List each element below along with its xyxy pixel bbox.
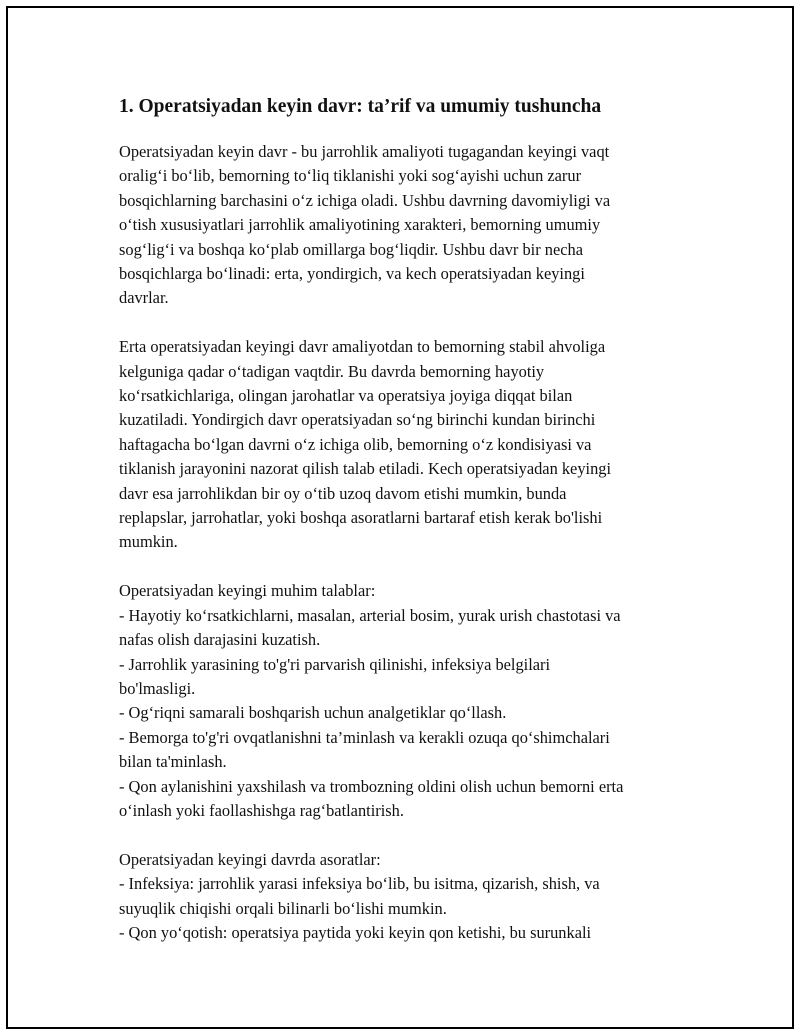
text-line: Operatsiyadan keyingi muhim talablar:	[119, 581, 376, 601]
text-line: kelguniga qadar o‘tadigan vaqtdir. Bu davrda bemorning hayotiy	[119, 361, 545, 381]
text-line: oralig‘i bo‘lib, bemorning to‘liq tiklanishi yoki sog‘ayishi uchun zarur	[119, 166, 582, 186]
text-line: kuzatiladi. Yondirgich davr operatsiyadan so‘ng birinchi kundan birinchi	[119, 410, 596, 430]
text-line: ko‘rsatkichlariga, olingan jarohatlar va operatsiya joyiga diqqat bilan	[119, 386, 573, 406]
paragraph-container	[119, 140, 699, 945]
text-line: - Bemorga to'g'ri ovqatlanishni ta’minlash va kerakli ozuqa qo‘shimchalari	[119, 727, 610, 747]
text-line: Operatsiyadan keyin davr - bu jarrohlik amaliyoti tugagandan keyingi vaqt	[119, 142, 610, 161]
text-line: - Qon yo‘qotish: operatsiya paytida yoki keyin qon ketishi, bu surunkali	[119, 922, 592, 942]
text-line: o‘tish xususiyatlari jarrohlik amaliyotining xarakteri, bemorning umumiy	[119, 215, 601, 235]
text-line: - Infeksiya: jarrohlik yarasi infeksiya bo‘lib, bu isitma, qizarish, shish, va	[119, 874, 600, 894]
text-line: mumkin.	[119, 532, 178, 552]
paragraph	[119, 140, 699, 311]
text-line: davrlar.	[119, 288, 169, 308]
text-line: bosqichlarning barchasini o‘z ichiga oladi. Ushbu davrning davomiyligi va	[119, 190, 611, 210]
text-line: bilan ta'minlash.	[119, 752, 227, 772]
text-line: haftagacha bo‘lgan davrni o‘z ichiga olib, bemorning o‘z kondisiyasi va	[119, 434, 592, 454]
text-line: sog‘lig‘i va boshqa ko‘plab omillarga bog‘liqdir. Ushbu davr bir necha	[119, 239, 584, 259]
document-content	[119, 94, 699, 970]
text-line: o‘inlash yoki faollashishga rag‘batlantirish.	[119, 800, 404, 820]
text-line: Operatsiyadan keyingi davrda asoratlar:	[119, 849, 381, 869]
section-heading: 1. Operatsiyadan keyin davr: ta’rif va umumiy tushuncha	[119, 96, 602, 117]
text-line: Erta operatsiyadan keyingi davr amaliyotdan to bemorning stabil ahvoliga	[119, 337, 606, 357]
text-line: suyuqlik chiqishi orqali bilinarli bo‘lishi mumkin.	[119, 898, 447, 918]
paragraph	[119, 579, 699, 823]
text-line: - Jarrohlik yarasining to'g'ri parvarish qilinishi, infeksiya belgilari	[119, 654, 551, 674]
text-line: - Qon aylanishini yaxshilash va trombozning oldini olish uchun bemorni erta	[119, 776, 624, 796]
paragraph	[119, 335, 699, 555]
text-line: bosqichlarga bo‘linadi: erta, yondirgich, va kech operatsiyadan keyingi	[119, 264, 585, 284]
text-line: nafas olish darajasini kuzatish.	[119, 630, 321, 650]
text-line: tiklanish jarayonini nazorat qilish talab etiladi. Kech operatsiyadan keyingi	[119, 459, 612, 479]
paragraph	[119, 848, 699, 946]
document-page	[6, 6, 794, 1029]
text-line: davr esa jarrohlikdan bir oy o‘tib uzoq davom etishi mumkin, bunda	[119, 483, 567, 503]
text-line: - Og‘riqni samarali boshqarish uchun analgetiklar qo‘llash.	[119, 703, 507, 723]
text-line: - Hayotiy ko‘rsatkichlarni, masalan, arterial bosim, yurak urish chastotasi va	[119, 605, 621, 625]
text-line: replapslar, jarrohatlar, yoki boshqa asoratlarni bartaraf etish kerak bo'lishi	[119, 508, 603, 528]
text-line: bo'lmasligi.	[119, 678, 196, 698]
